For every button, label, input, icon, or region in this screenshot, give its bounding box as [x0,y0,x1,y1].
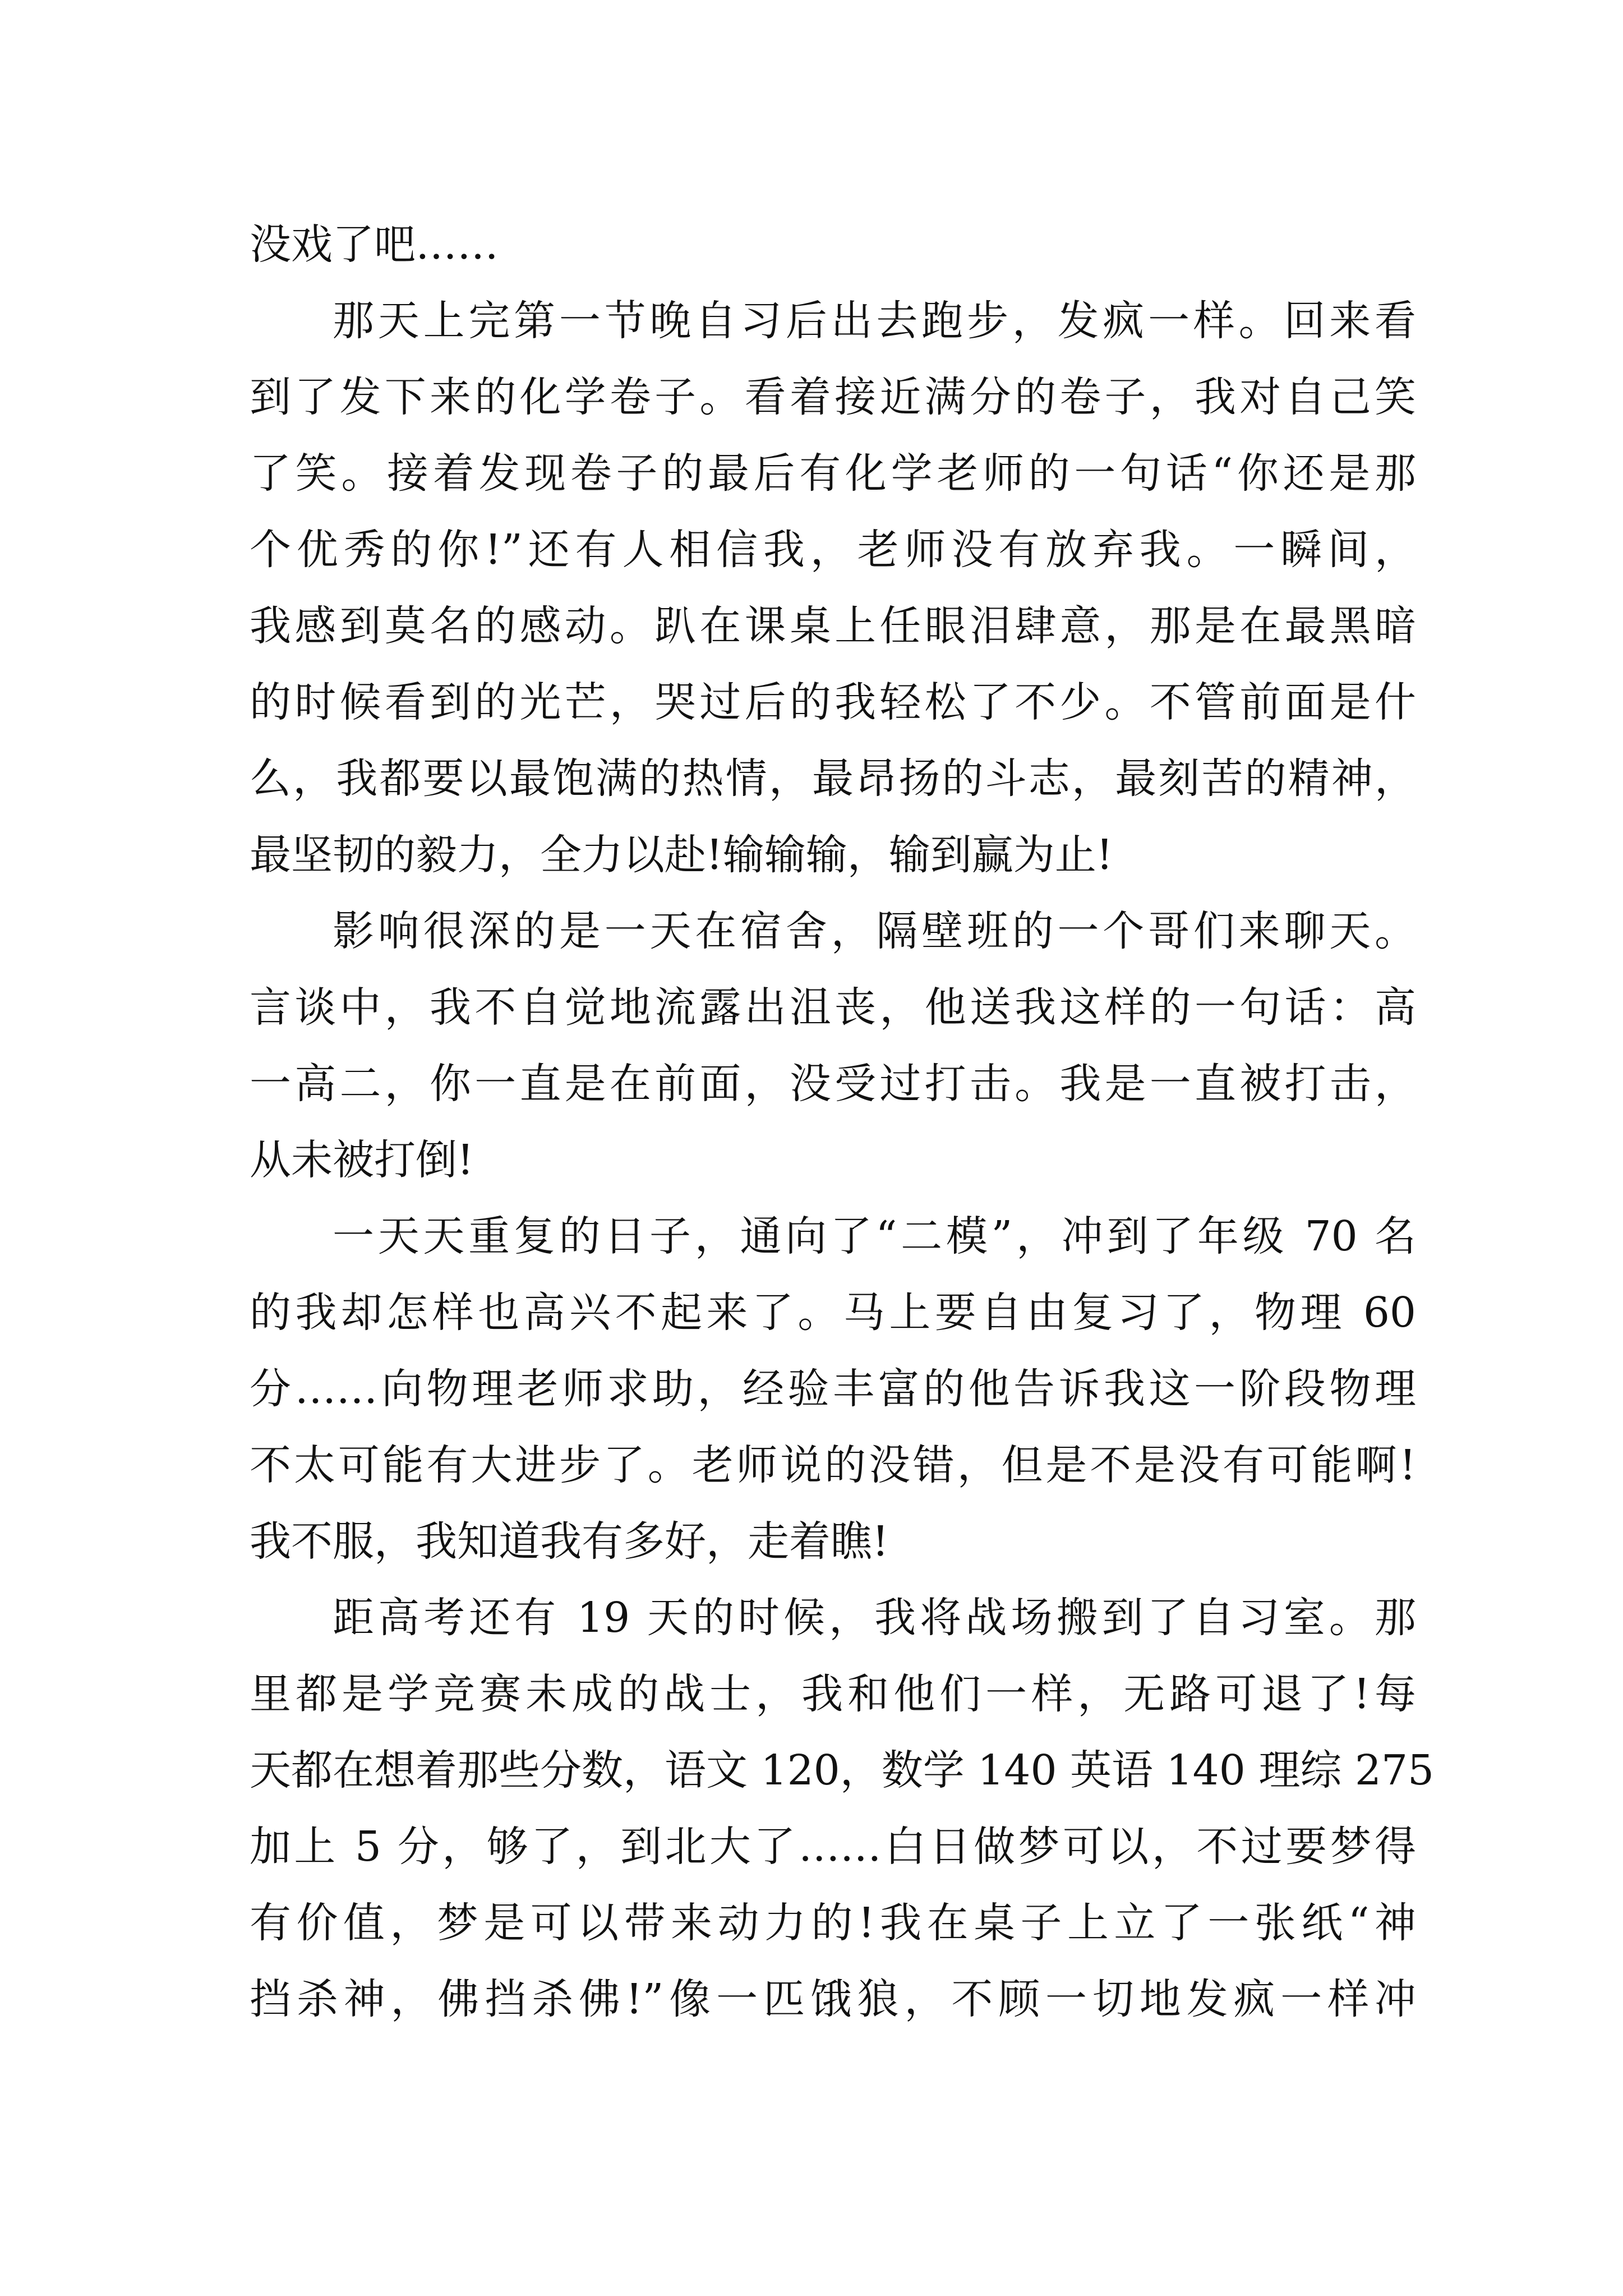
text-line: 了笑。接着发现卷子的最后有化学老师的一句话“你还是那 [250,449,1416,498]
text-line: 距高考还有 19 天的时候，我将战场搬到了自习室。那 [333,1594,1416,1642]
text-line: 言谈中，我不自觉地流露出沮丧，他送我这样的一句话：高 [250,983,1416,1032]
body-text [250,206,1435,2037]
text-line: 不太可能有大进步了。老师说的没错，但是不是没有可能啊! [250,1441,1416,1489]
text-line: 加上 5 分，够了，到北大了……白日做梦可以，不过要梦得 [250,1823,1416,1871]
text-line: 我感到莫名的感动。趴在课桌上任眼泪肆意，那是在最黑暗 [250,602,1416,650]
text-line: 一高二，你一直是在前面，没受过打击。我是一直被打击， [250,1060,1416,1108]
text-line: 么，我都要以最饱满的热情，最昂扬的斗志，最刻苦的精神， [250,754,1416,803]
text-line: 挡杀神，佛挡杀佛!”像一匹饿狼，不顾一切地发疯一样冲 [250,1975,1416,2023]
text-line: 个优秀的你!”还有人相信我，老师没有放弃我。一瞬间， [250,526,1416,574]
text-line: 天都在想着那些分数，语文 120，数学 140 英语 140 理综 275 [250,1746,1435,1795]
text-line: 最坚韧的毅力，全力以赴!输输输，输到赢为止! [250,831,1113,879]
text-line: 的我却怎样也高兴不起来了。马上要自由复习了，物理 60 [250,1289,1416,1337]
text-line: 的时候看到的光芒，哭过后的我轻松了不少。不管前面是什 [250,678,1416,726]
text-line: 从未被打倒! [250,1136,474,1184]
text-line: 分……向物理老师求助，经验丰富的他告诉我这一阶段物理 [250,1365,1416,1413]
text-line: 那天上完第一节晚自习后出去跑步，发疯一样。回来看 [333,297,1416,345]
text-line: 到了发下来的化学卷子。看着接近满分的卷子，我对自己笑 [250,373,1416,421]
text-line: 有价值，梦是可以带来动力的!我在桌子上立了一张纸“神 [250,1899,1416,1947]
text-line: 一天天重复的日子，通向了“二模”，冲到了年级 70 名 [333,1212,1416,1260]
text-line: 里都是学竞赛未成的战士，我和他们一样，无路可退了!每 [250,1670,1416,1718]
text-line: 我不服，我知道我有多好，走着瞧! [250,1517,889,1566]
text-line: 没戏了吧…… [250,220,499,269]
text-line: 影响很深的是一天在宿舍，隔壁班的一个哥们来聊天。 [333,907,1416,955]
